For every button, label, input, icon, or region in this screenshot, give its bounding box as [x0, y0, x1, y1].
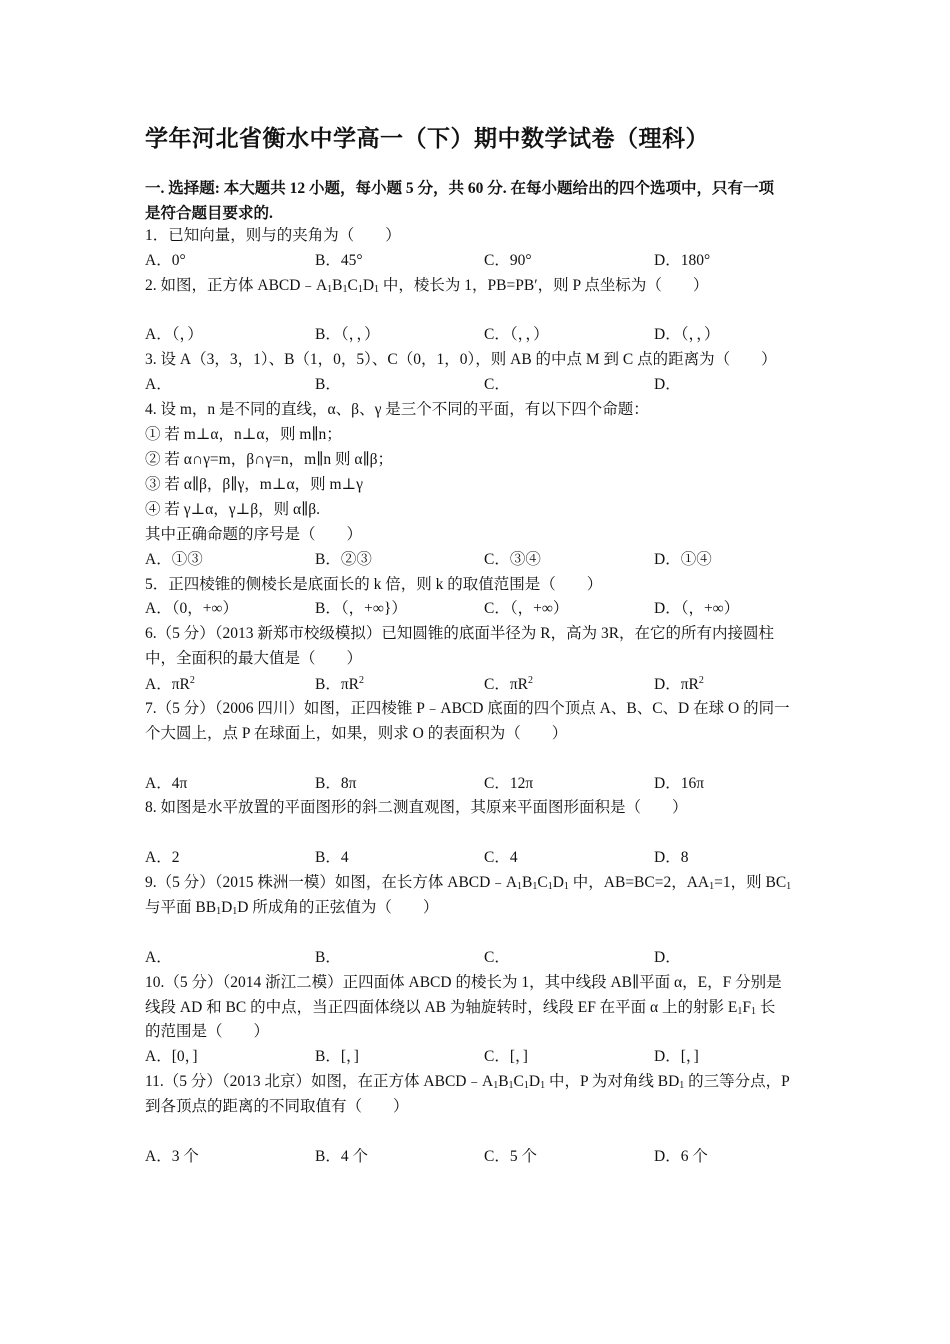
question-4-proposition-4: ④ 若 γ⊥α，γ⊥β，则 α∥β. [145, 501, 321, 518]
question-8-option-a: A．2 [145, 849, 180, 866]
question-6-stem-line1: 6.（5 分）（2013 新郑市校级模拟）已知圆锥的底面半径为 R，高为 3R，在它的所有内接圆柱 [145, 625, 775, 642]
question-9-stem-line1: 9.（5 分）（2015 株洲一模）如图，在长方体 $ABCD﹣A_1B_1C_1D_1$ 中，AB=BC=2，$AA_1=1$，则 $BC_1$ [145, 874, 792, 892]
question-3-option-d: D． [654, 376, 681, 393]
page-title: 学年河北省衡水中学高一（下）期中数学试卷（理科） [145, 126, 709, 151]
question-3-option-a: A． [145, 376, 172, 393]
question-4-proposition-1: ① 若 m⊥α，n⊥α，则 m∥n； [145, 426, 342, 443]
question-9-option-d: D． [654, 949, 681, 966]
question-10-stem-line2: 线段 AD 和 BC 的中点，当正四面体绕以 AB 为轴旋转时，线段 EF 在平面 α 上的射影 $E_1F_1$ 长 [145, 999, 776, 1017]
question-11-option-d: D．6 个 [654, 1148, 708, 1165]
question-4-proposition-2: ② 若 α∩γ=m，β∩γ=n，m∥n 则 α∥β； [145, 451, 394, 468]
question-1-option-d: D．180° [654, 252, 711, 269]
question-8-option-b: B．4 [315, 849, 349, 866]
question-2-option-a: A．（，） [145, 326, 203, 343]
question-7-option-c: C．12π [484, 775, 534, 792]
question-11-option-c: C．5 个 [484, 1148, 537, 1165]
question-11-stem-line2: 到各顶点的距离的不同取值有（ ） [145, 1098, 409, 1115]
question-2-option-d: D．（，，） [654, 326, 720, 343]
question-1-option-b: B．45° [315, 252, 363, 269]
question-9-option-b: B． [315, 949, 341, 966]
question-6-option-a: A．$\pi R^2$ [145, 675, 195, 693]
question-3-option-c: C． [484, 376, 510, 393]
question-2-stem: 2. 如图，正方体 $ABCD﹣A_1B_1C_1D_1$ 中，棱长为 1，PB=PB′，则 P 点坐标为（ ） [145, 277, 709, 295]
question-5-option-a: A．（0，+∞） [145, 600, 238, 617]
question-8-stem: 8. 如图是水平放置的平面图形的斜二测直观图，其原来平面图形面积是（ ） [145, 799, 688, 816]
question-9-option-c: C． [484, 949, 510, 966]
question-3-stem: 3. 设 A（3，3，1）、B（1，0，5）、C（0，1，0），则 AB 的中点 M 到 C 点的距离为（ ） [145, 351, 777, 368]
question-4-option-c: C．③④ [484, 551, 541, 568]
question-9-option-a: A． [145, 949, 172, 966]
question-4-stem: 4. 设 m，n 是不同的直线，α、β、γ 是三个不同的平面，有以下四个命题： [145, 401, 649, 418]
question-4-option-a: A．①③ [145, 551, 203, 568]
question-10-stem-line1: 10.（5 分）（2014 浙江二模）正四面体 ABCD 的棱长为 1，其中线段 AB∥平面 α，E，F 分别是 [145, 974, 782, 991]
question-10-option-b: B．[，] [315, 1048, 359, 1065]
question-10-option-c: C．[，] [484, 1048, 528, 1065]
section-heading-line1: 一. 选择题: 本大题共 12 小题，每小题 5 分，共 60 分. 在每小题给出的四个选项中，只有一项 [145, 180, 775, 197]
question-1-stem: 1．已知向量，则与的夹角为（ ） [145, 227, 401, 244]
question-8-option-c: C．4 [484, 849, 518, 866]
question-7-option-b: B．8π [315, 775, 357, 792]
question-5-option-d: D．（，+∞） [654, 600, 740, 617]
question-6-option-b: B．$\pi R^2$ [315, 675, 365, 693]
question-7-stem-line1: 7.（5 分）（2006 四川）如图，正四棱锥 P﹣ABCD 底面的四个顶点 A、B、C、D 在球 O 的同一 [145, 700, 790, 717]
question-4-ask: 其中正确命题的序号是（ ） [145, 526, 363, 543]
question-10-option-a: A．[0，] [145, 1048, 198, 1065]
question-6-stem-line2: 中，全面积的最大值是（ ） [145, 650, 363, 667]
question-11-option-b: B．4 个 [315, 1148, 368, 1165]
question-10-option-d: D．[，] [654, 1048, 699, 1065]
question-7-option-d: D．16π [654, 775, 705, 792]
question-1-option-a: A．0° [145, 252, 186, 269]
question-11-stem-line1: 11.（5 分）（2013 北京）如图，在正方体 $ABCD﹣A_1B_1C_1D_1$ 中，P 为对角线 $BD_1$ 的三等分点，P [145, 1073, 790, 1091]
question-9-stem-line2: 与平面 $BB_1D_1D$ 所成角的正弦值为（ ） [145, 899, 439, 917]
question-6-option-d: D．$\pi R^2$ [654, 675, 704, 693]
question-7-stem-line2: 个大圆上，点 P 在球面上，如果，则求 O 的表面积为（ ） [145, 725, 568, 742]
question-4-option-d: D．①④ [654, 551, 712, 568]
question-6-option-c: C．$\pi R^2$ [484, 675, 534, 693]
question-8-option-d: D．8 [654, 849, 689, 866]
question-4-option-b: B．②③ [315, 551, 372, 568]
question-3-option-b: B． [315, 376, 341, 393]
question-1-option-c: C．90° [484, 252, 532, 269]
section-heading-line2: 是符合题目要求的. [145, 205, 273, 222]
question-5-option-c: C．（，+∞） [484, 600, 569, 617]
question-5-option-b: B．（，+∞}） [315, 600, 407, 617]
question-2-option-b: B．（，，） [315, 326, 380, 343]
question-5-stem: 5．正四棱锥的侧棱长是底面长的 k 倍，则 k 的取值范围是（ ） [145, 576, 603, 593]
question-10-stem-line3: 的范围是（ ） [145, 1023, 270, 1040]
question-7-option-a: A．4π [145, 775, 188, 792]
section-heading [145, 176, 815, 226]
question-11-option-a: A．3 个 [145, 1148, 199, 1165]
question-4-proposition-3: ③ 若 α∥β，β∥γ，m⊥α，则 m⊥γ [145, 476, 363, 493]
question-2-option-c: C．（，，） [484, 326, 549, 343]
